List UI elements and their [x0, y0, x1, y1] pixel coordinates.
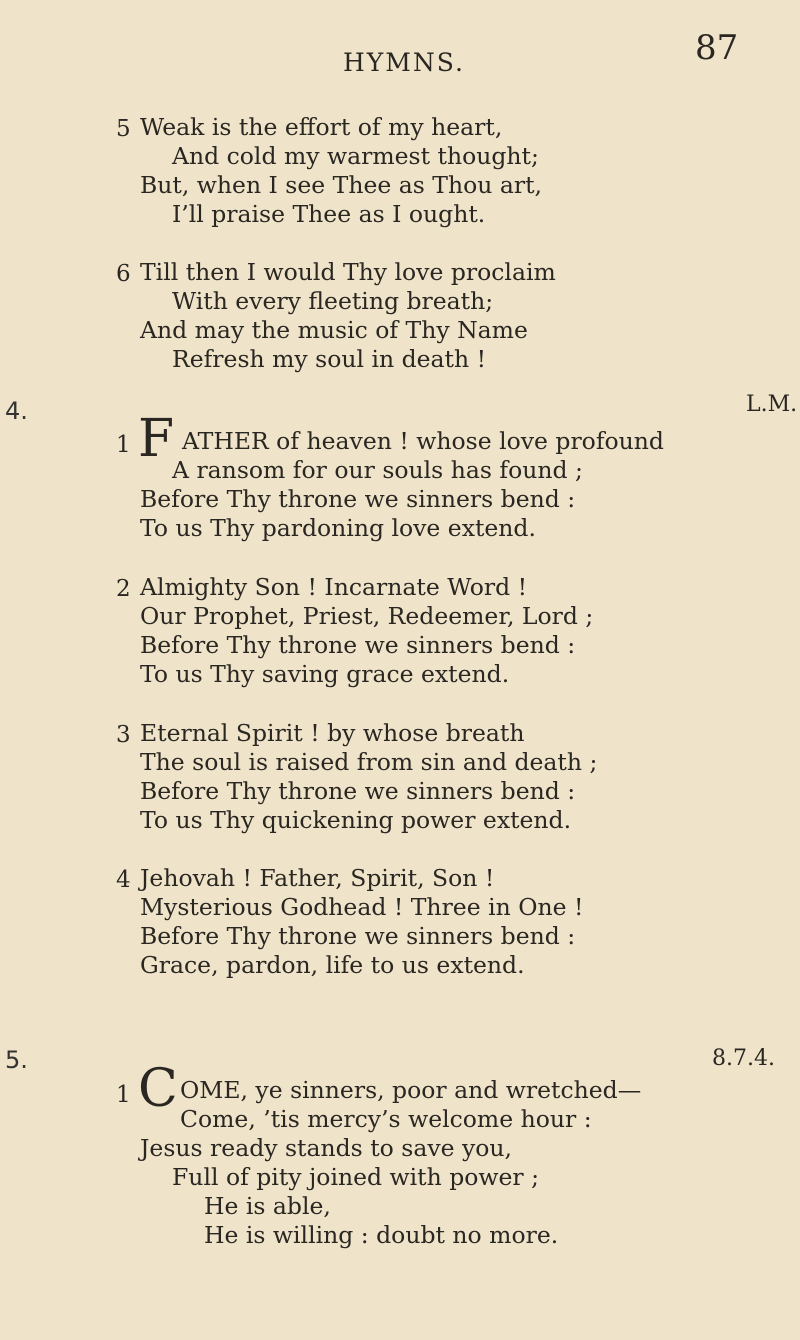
verse-line: He is willing : doubt no more. — [204, 1221, 559, 1249]
hymn-meter: L.M. — [746, 392, 798, 417]
verse-number: 1 — [116, 432, 131, 458]
verse-line: With every fleeting breath; — [172, 287, 494, 315]
verse-line: Almighty Son ! Incarnate Word ! — [140, 573, 528, 601]
verse-line: To us Thy saving grace extend. — [140, 660, 510, 688]
running-header: HYMNS. — [343, 48, 465, 77]
verse-line: Our Prophet, Priest, Redeemer, Lord ; — [140, 602, 594, 630]
verse-line: Before Thy throne we sinners bend : — [140, 777, 576, 805]
verse-line: Jehovah ! Father, Spirit, Son ! — [140, 864, 495, 892]
verse-line: To us Thy quickening power extend. — [140, 806, 572, 834]
drop-cap: C — [138, 1059, 178, 1119]
verse-line: And may the music of Thy Name — [140, 316, 528, 344]
hymn-meter: 8.7.4. — [712, 1046, 775, 1071]
verse-line: Mysterious Godhead ! Three in One ! — [140, 893, 584, 921]
verse-number: 2 — [116, 576, 131, 602]
verse-line: Jesus ready stands to save you, — [140, 1134, 513, 1162]
verse-line: The soul is raised from sin and death ; — [140, 748, 598, 776]
verse-line: ATHER of heaven ! whose love profound — [182, 427, 664, 455]
verse-line: Till then I would Thy love proclaim — [140, 258, 556, 286]
verse-number: 4 — [116, 867, 131, 893]
verse-line: To us Thy pardoning love extend. — [140, 514, 536, 542]
hymn-number: 5. — [5, 1046, 28, 1074]
verse-line: A ransom for our souls has found ; — [172, 456, 583, 484]
verse-line: Refresh my soul in death ! — [172, 345, 487, 373]
verse-line: He is able, — [204, 1192, 331, 1220]
verse-line: Weak is the effort of my heart, — [140, 113, 503, 141]
verse-line: OME, ye sinners, poor and wretched— — [180, 1076, 642, 1104]
verse-line: But, when I see Thee as Thou art, — [140, 171, 543, 199]
verse-line: I’ll praise Thee as I ought. — [172, 200, 486, 228]
verse-line: Eternal Spirit ! by whose breath — [140, 719, 525, 747]
verse-line: Before Thy throne we sinners bend : — [140, 922, 576, 950]
verse-number: 5 — [116, 116, 131, 142]
verse-line: Come, ’tis mercy’s welcome hour : — [180, 1105, 592, 1133]
drop-cap: F — [138, 409, 175, 469]
page-number: 87 — [695, 28, 739, 68]
verse-number: 1 — [116, 1082, 131, 1108]
verse-line: Before Thy throne we sinners bend : — [140, 631, 576, 659]
verse-line: And cold my warmest thought; — [172, 142, 539, 170]
verse-line: Grace, pardon, life to us extend. — [140, 951, 525, 979]
hymn-number: 4. — [5, 397, 28, 425]
verse-number: 6 — [116, 261, 131, 287]
verse-line: Before Thy throne we sinners bend : — [140, 485, 576, 513]
verse-number: 3 — [116, 722, 131, 748]
verse-line: Full of pity joined with power ; — [172, 1163, 540, 1191]
